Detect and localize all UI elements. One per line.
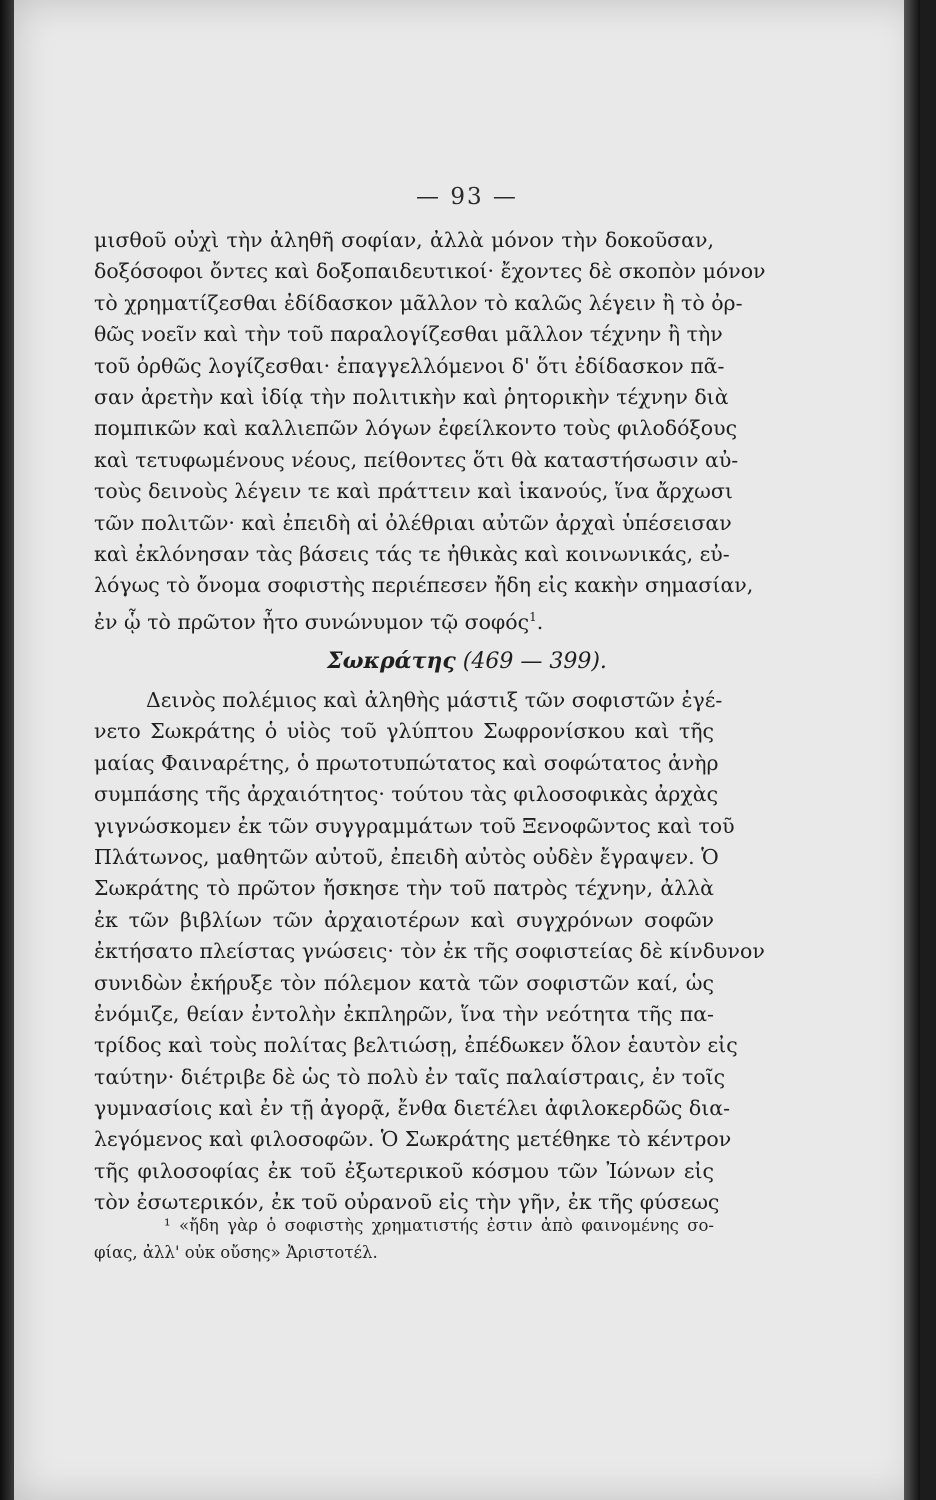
paragraph-2 — [94, 685, 765, 1219]
footnote-reference: 1 — [529, 609, 537, 624]
heading-dates: (469 — 399). — [462, 649, 607, 674]
text-line-last — [94, 602, 714, 633]
page-number: — 93 — — [416, 184, 518, 210]
footnotes — [94, 1212, 714, 1266]
footnote-line: ¹ «ἤδη γὰρ ὁ σοφιστὴς χρηματιστής ἐστιν ἀπὸ φαινομένης σο- — [164, 1216, 714, 1235]
text-line: γιγνώσκομεν ἐκ τῶν συγγραμμάτων τοῦ Ξενοφῶντος καὶ τοῦ — [94, 813, 735, 838]
text-line: καὶ τετυφωμένους νέους, πείθοντες ὅτι θὰ καταστήσωσιν αὐ- — [94, 447, 739, 472]
book-binding-shadow — [0, 0, 14, 1500]
text-line: λεγόμενος καὶ φιλοσοφῶν. Ὁ Σωκράτης μετέθηκε τὸ κέντρον — [94, 1127, 732, 1152]
text-line: συνιδὼν ἐκήρυξε τὸν πόλεμον κατὰ τῶν σοφιστῶν καί, ὡς — [94, 970, 714, 995]
text-line: τρίδος καὶ τοὺς πολίτας βελτιώσῃ, ἐπέδωκεν ὅλον ἑαυτὸν εἰς — [94, 1033, 738, 1058]
text-line: δοξόσοφοι ὄντες καὶ δοξοπαιδευτικοί· ἔχοντες δὲ σκοπὸν μόνον — [94, 259, 766, 284]
text-line: Πλάτωνος, μαθητῶν αὐτοῦ, ἐπειδὴ αὐτὸς οὐδὲν ἔγραψεν. Ὁ — [94, 844, 719, 869]
text-line: ἐκτήσατο πλείστας γνώσεις· τὸν ἐκ τῆς σοφιστείας δὲ κίνδυνον — [94, 939, 765, 964]
text-line: καὶ ἐκλόνησαν τὰς βάσεις τάς τε ἠθικὰς καὶ κοινωνικάς, εὐ- — [94, 541, 730, 566]
footnote-line: φίας, ἀλλ' οὐκ οὔσης» Ἀριστοτέλ. — [94, 1243, 378, 1262]
text-line: σαν ἀρετὴν καὶ ἰδίᾳ τὴν πολιτικὴν καὶ ῥητορικὴν τέχνην διὰ — [94, 384, 729, 409]
text-line-content: ἐν ᾧ τὸ πρῶτον ἦτο συνώνυμον τῷ σοφός — [94, 609, 530, 634]
text-line: τὸν ἐσωτερικόν, ἐκ τοῦ οὐρανοῦ εἰς τὴν γῆν, ἐκ τῆς φύσεως — [94, 1190, 720, 1215]
sentence-end: . — [536, 609, 544, 634]
text-line: πομπικῶν καὶ καλλιεπῶν λόγων ἐφείλκοντο τοὺς φιλοδόξους — [94, 416, 738, 441]
text-line: ταύτην· διέτριβε δὲ ὡς τὸ πολὺ ἐν ταῖς παλαίστραις, ἐν τοῖς — [94, 1064, 726, 1089]
text-line: νετο Σωκράτης ὁ υἱὸς τοῦ γλύπτου Σωφρονίσκου καὶ τῆς — [94, 719, 714, 744]
text-line: τῶν πολιτῶν· καὶ ἐπειδὴ αἱ ὀλέθριαι αὐτῶν ἀρχαὶ ὑπέσεισαν — [94, 510, 732, 535]
page-edge-shadow — [904, 0, 920, 1500]
text-line: τῆς φιλοσοφίας ἐκ τοῦ ἐξωτερικοῦ κόσμου τῶν Ἰώνων εἰς — [94, 1158, 714, 1183]
heading-name: Σωκράτης — [327, 648, 456, 674]
text-line: μαίας Φαιναρέτης, ὁ πρωτοτυπώτατος καὶ σοφώτατος ἀνὴρ — [94, 750, 719, 775]
text-line: γυμνασίοις καὶ ἐν τῇ ἀγορᾷ, ἔνθα διετέλει ἀφιλοκερδῶς δια- — [94, 1096, 731, 1121]
text-line: ἐνόμιζε, θείαν ἐντολὴν ἐκπληρῶν, ἵνα τὴν νεότητα τῆς πα- — [94, 1001, 714, 1026]
text-line: τοῦ ὀρθῶς λογίζεσθαι· ἐπαγγελλόμενοι δ' ὅτι ἐδίδασκον πᾶ- — [94, 353, 725, 378]
text-line: ἐκ τῶν βιβλίων τῶν ἀρχαιοτέρων καὶ συγχρόνων σοφῶν — [94, 907, 714, 932]
section-heading — [14, 648, 920, 674]
book-page — [14, 0, 920, 1500]
text-line: τὸ χρηματίζεσθαι ἐδίδασκον μᾶλλον τὸ καλῶς λέγειν ἢ τὸ ὀρ- — [94, 290, 743, 315]
text-line: θῶς νοεῖν καὶ τὴν τοῦ παραλογίζεσθαι μᾶλλον τέχνην ἢ τὴν — [94, 322, 723, 347]
text-line: Σωκράτης τὸ πρῶτον ἤσκησε τὴν τοῦ πατρὸς τέχνην, ἀλλὰ — [94, 876, 714, 901]
text-line: συμπάσης τῆς ἀρχαιότητος· τούτου τὰς φιλοσοφικὰς ἀρχὰς — [94, 782, 719, 807]
text-line: λόγως τὸ ὄνομα σοφιστὴς περιέπεσεν ἤδη εἰς κακὴν σημασίαν, — [94, 573, 754, 598]
text-line: Δεινὸς πολέμιος καὶ ἀληθὴς μάστιξ τῶν σοφιστῶν ἐγέ- — [146, 688, 723, 712]
text-line: μισθοῦ οὐχὶ τὴν ἀληθῆ σοφίαν, ἀλλὰ μόνον τὴν δοκοῦσαν, — [94, 228, 714, 252]
text-line: τοὺς δεινοὺς λέγειν τε καὶ πράττειν καὶ ἱκανούς, ἵνα ἄρχωσι — [94, 479, 733, 504]
paragraph-1 — [94, 225, 766, 634]
